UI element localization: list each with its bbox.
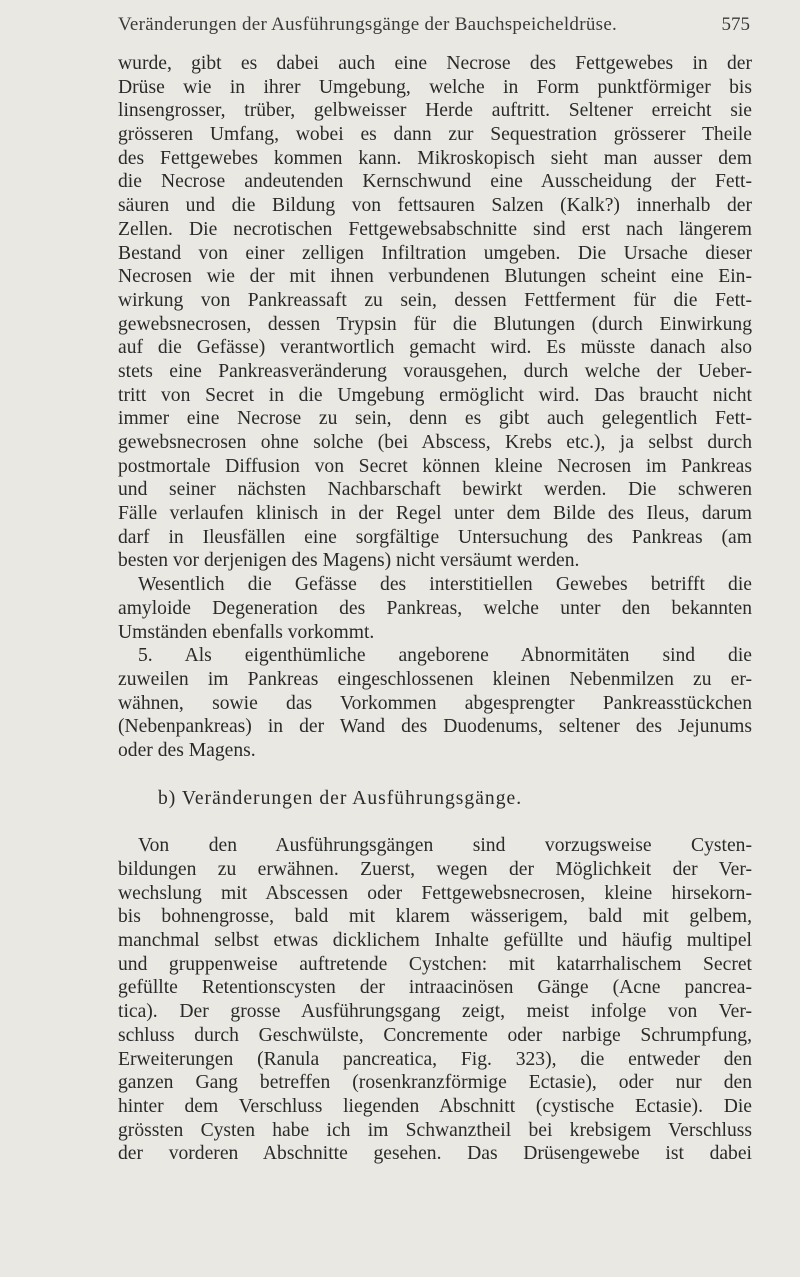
running-title: Veränderungen der Ausführungsgänge der Bauchspeicheldrüse. [118, 14, 618, 35]
paragraph-amyloid [118, 573, 752, 644]
text-line: immer eine Necrose zu sein, denn es gibt auch gelegentlich Fett- [118, 408, 752, 430]
text-line: oder des Magens. [118, 739, 256, 761]
text-line: manchmal selbst etwas dicklichem Inhalte gefüllte und häufig multipel [118, 930, 752, 952]
text-line: besten vor derjenigen des Magens) nicht versäumt werden. [118, 550, 580, 572]
paragraph-ducts [118, 834, 752, 1166]
text-line: wechslung mit Abscessen oder Fettgewebsnecrosen, kleine hirsekorn- [118, 882, 752, 904]
section-heading: b) Veränderungen der Ausführungsgänge. [158, 787, 523, 809]
text-line: Necrosen wie der mit ihnen verbundenen Blutungen scheint eine Ein- [118, 266, 752, 288]
text-line: des Fettgewebes kommen kann. Mikroskopisch sieht man ausser dem [118, 147, 752, 169]
text-line: Umständen ebenfalls vorkommt. [118, 621, 375, 643]
text-line: tica). Der grosse Ausführungsgang zeigt, meist infolge von Ver- [118, 1001, 752, 1023]
section-spacer [118, 810, 752, 834]
text-line: der vorderen Abschnitte gesehen. Das Drüsengewebe ist dabei [118, 1143, 752, 1165]
text-line: bis bohnengrosse, bald mit klarem wässerigem, bald mit gelbem, [118, 906, 752, 928]
text-line: bildungen zu erwähnen. Zuerst, wegen der Möglichkeit der Ver- [118, 859, 752, 880]
text-line: Von den Ausführungsgängen sind vorzugsweise Cysten- [138, 835, 752, 857]
text-line: stets eine Pankreasveränderung vorausgehen, durch welche der Ueber- [118, 360, 752, 382]
text-line: Fälle verlaufen klinisch in der Regel unter dem Bilde des Ileus, darum [118, 503, 752, 525]
paragraph-fat-necrosis [118, 52, 752, 573]
text-line: 5. Als eigenthümliche angeborene Abnormitäten sind die [138, 645, 752, 667]
text-line: postmortale Diffusion von Secret können kleine Necrosen im Pankreas [118, 455, 752, 477]
text-line: gewebsnecrosen, dessen Trypsin für die Blutungen (durch Einwirkung [118, 313, 752, 335]
text-line: wirkung von Pankreassaft zu sein, dessen Fettferment für die Fett- [118, 289, 752, 311]
text-line: Zellen. Die necrotischen Fettgewebsabschnitte sind erst nach längerem [118, 218, 752, 240]
text-line: schluss durch Geschwülste, Concremente oder narbige Schrumpfung, [118, 1024, 752, 1046]
text-line: säuren und die Bildung von fettsauren Salzen (Kalk?) innerhalb der [118, 195, 752, 217]
text-line: zuweilen im Pankreas eingeschlossenen kleinen Nebenmilzen zu er- [118, 668, 752, 690]
page-number: 575 [721, 14, 750, 35]
text-line: gewebsnecrosen ohne solche (bei Abscess, Krebs etc.), ja selbst durch [118, 432, 752, 453]
text-line: gefüllte Retentionscysten der intraacinösen Gänge (Acne pancrea- [118, 977, 752, 999]
paragraph-congenital-abnormalities [118, 644, 752, 762]
text-line: die Necrose andeutenden Kernschwund eine Ausscheidung der Fett- [118, 171, 752, 193]
text-line: wurde, gibt es dabei auch eine Necrose des Fettgewebes in der [118, 53, 752, 74]
body-text [118, 52, 752, 1166]
text-line: grössten Cysten habe ich im Schwanztheil bei krebsigem Verschluss [118, 1119, 752, 1141]
text-line: ganzen Gang betreffen (rosenkranzförmige Ectasie), oder nur den [118, 1072, 752, 1094]
text-line: tritt von Secret in die Umgebung ermöglicht wird. Das braucht nicht [118, 384, 752, 406]
running-head [118, 10, 750, 40]
text-line: amyloide Degeneration des Pankreas, welche unter den bekannten [118, 597, 752, 619]
text-line: Wesentlich die Gefässe des interstitiellen Gewebes betrifft die [138, 574, 752, 596]
text-line: und seiner nächsten Nachbarschaft bewirkt werden. Die schweren [118, 479, 752, 501]
text-line: grösseren Umfang, wobei es dann zur Sequestration grösserer Theile [118, 124, 752, 146]
text-line: (Nebenpankreas) in der Wand des Duodenums, seltener des Jejunums [118, 716, 752, 738]
text-line: wähnen, sowie das Vorkommen abgesprengter Pankreasstückchen [118, 692, 752, 714]
text-line: hinter dem Verschluss liegenden Abschnitt (cystische Ectasie). Die [118, 1095, 752, 1117]
text-line: und gruppenweise auftretende Cystchen: mit katarrhalischem Secret [118, 953, 752, 975]
section-spacer [118, 763, 752, 787]
text-line: darf in Ileusfällen eine sorgfältige Untersuchung des Pankreas (am [118, 526, 752, 548]
text-line: Bestand von einer zelligen Infiltration umgeben. Die Ursache dieser [118, 242, 752, 264]
text-line: Drüse wie in ihrer Umgebung, welche in Form punktförmiger bis [118, 76, 752, 98]
text-line: auf die Gefässe) verantwortlich gemacht wird. Es müsste danach also [118, 337, 752, 359]
text-line: Erweiterungen (Ranula pancreatica, Fig. 323), die entweder den [118, 1048, 752, 1070]
text-line: linsengrosser, trüber, gelbweisser Herde auftritt. Seltener erreicht sie [118, 100, 752, 122]
